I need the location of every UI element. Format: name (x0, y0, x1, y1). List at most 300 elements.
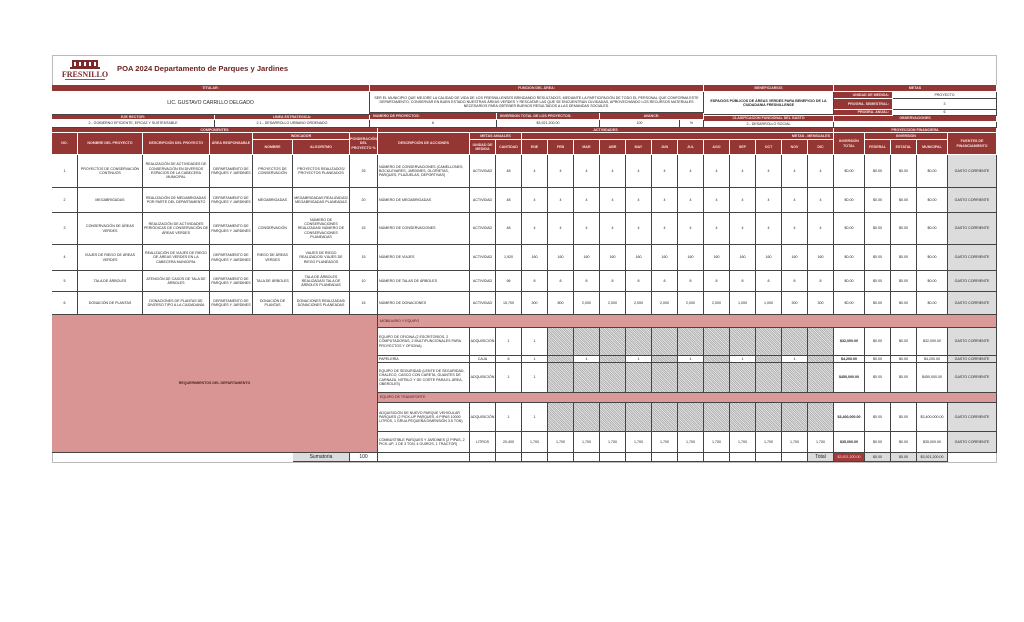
requerimiento-fuente: GASTO CORRIENTE (948, 403, 997, 432)
requerimiento-inversion: $3,400,000.00 (834, 403, 865, 432)
project-ind-nombre: DONACIÓN DE PLANTAS (253, 292, 293, 315)
project-month-value: 4 (782, 188, 808, 213)
requerimiento-inversion: $450,000.00 (834, 363, 865, 393)
project-algoritmo: TALA DE ÁRBOLES REALIZADAS/ TALA DE ÁRBOLES PLANEADAS (293, 271, 350, 292)
project-unidad: ACTIVIDAD (470, 292, 496, 315)
requerimiento-month-value: 1,700 (730, 432, 756, 453)
requerimiento-month-empty (782, 363, 808, 393)
requerimiento-descripcion: EQUIPO DE SEGURIDAD (LENTE DE SEGURIDAD, CHALECO, CASCO CON CARETA, GUANTES DE CARNAZA, NITRILO Y DE CORTE PARA EL ÁREA, OBEROLES) (378, 363, 470, 393)
project-month-value: 160 (548, 245, 574, 271)
requerimiento-unidad: ADQUISICIÓN (470, 328, 496, 356)
requerimiento-month-empty (652, 356, 678, 363)
empty-cell (704, 453, 730, 462)
project-month-value: 800 (548, 292, 574, 315)
requerimiento-inversion: $35,000.00 (834, 432, 865, 453)
unidad-medida-value: PROYECTO (893, 92, 997, 99)
empty-cell (756, 453, 782, 462)
empty-cell (522, 453, 548, 462)
project-month-value: 4 (782, 155, 808, 188)
project-ind-nombre: RIEGO DE ÁREAS VERDES (253, 245, 293, 271)
project-area: DEPARTAMENTO DE PARQUES Y JARDINES (210, 245, 253, 271)
titular-value: LIC. GUSTAVO CARRILLO DELGADO (52, 92, 370, 115)
project-nombre: CONSERVACIÓN DE ÁREAS VERDES (78, 213, 143, 245)
requerimiento-municipal: $3,400,000.00 (917, 403, 948, 432)
project-month-value: 2,000 (704, 292, 730, 315)
project-month-value: 4 (600, 213, 626, 245)
project-fuente: GASTO CORRIENTE (948, 271, 997, 292)
requerimiento-month-empty (548, 363, 574, 393)
project-unidad: ACTIVIDAD (470, 188, 496, 213)
project-municipal: $0.00 (917, 245, 948, 271)
linea-estrategica-value: 2.1.- DESARROLLO URBANO ORDENADO (215, 120, 370, 128)
col-month: SEP (730, 140, 756, 155)
project-month-value: 160 (574, 245, 600, 271)
project-month-value: 1,000 (730, 292, 756, 315)
empty-cell (678, 453, 704, 462)
project-algoritmo: PROYECTOS REALIZADOS/ PROYECTOS PLANEADOS (293, 155, 350, 188)
beneficiarios-value: ESPACIOS PÚBLICOS DE ÁREAS VERDES PARA BENEFICIO DE LA CIUDADANIA FRESNILLENSE (704, 92, 834, 115)
requerimiento-fuente: GASTO CORRIENTE (948, 363, 997, 393)
requerimiento-month-value: 1 (730, 356, 756, 363)
project-fuente: GASTO CORRIENTE (948, 292, 997, 315)
requerimiento-month-value: 1 (522, 356, 548, 363)
project-no: 1 (52, 155, 78, 188)
project-month-value: 8 (626, 271, 652, 292)
project-month-value: 4 (652, 155, 678, 188)
col-ind-nombre: NOMBRE (253, 140, 293, 155)
project-month-value: 4 (574, 155, 600, 188)
project-ind-nombre: TALA DE ÁRBOLES (253, 271, 293, 292)
requerimiento-month-value: 1,700 (808, 432, 834, 453)
project-unidad: ACTIVIDAD (470, 245, 496, 271)
project-estatal: $0.00 (891, 188, 917, 213)
componentes-header: COMPONENTES (52, 128, 378, 133)
requerimiento-month-empty (652, 363, 678, 393)
clasificacion-header: CLASIFICACION FUNCIONAL DEL GASTO (704, 116, 834, 122)
requerimiento-unidad: ADQUISICIÓN (470, 403, 496, 432)
project-estatal: $0.00 (891, 155, 917, 188)
project-area: DEPARTAMENTO DE PARQUES Y JARDINES (210, 155, 253, 188)
requerimiento-month-empty (678, 328, 704, 356)
requerimiento-month-empty (548, 356, 574, 363)
requerimiento-month-value: 1 (522, 328, 548, 356)
project-no: 5 (52, 271, 78, 292)
project-month-value: 4 (808, 188, 834, 213)
project-accion: NÚMERO DE DONACIONES (378, 292, 470, 315)
project-inversion: $0.00 (834, 245, 865, 271)
project-month-value: 160 (678, 245, 704, 271)
empty-cell (470, 453, 496, 462)
project-ponderacion: 25 (350, 155, 378, 188)
beneficiarios-header: BENEFICIARIOS (704, 85, 834, 92)
eje-rector-header: EJE RECTOR: (52, 115, 215, 120)
requerimiento-month-value: 1 (678, 356, 704, 363)
col-cantidad: CANTIDAD (496, 140, 522, 155)
requerimiento-month-empty (808, 328, 834, 356)
requerimiento-month-empty (704, 328, 730, 356)
project-month-value: 8 (522, 271, 548, 292)
project-month-value: 160 (626, 245, 652, 271)
project-descripcion: DONACIONES DE PLANTAS DE DIVERSO TIPO A LA CIUDADANÍA (143, 292, 210, 315)
col-month: JUL (678, 140, 704, 155)
requerimiento-month-empty (782, 328, 808, 356)
requerimiento-estatal: $0.00 (891, 328, 917, 356)
project-month-value: 4 (704, 155, 730, 188)
requerimiento-fuente: GASTO CORRIENTE (948, 432, 997, 453)
total-federal: $0.00 (865, 453, 891, 462)
avance-unit: % (680, 120, 704, 128)
requerimiento-month-empty (600, 328, 626, 356)
requerimiento-descripcion: PAPELERÍA (378, 356, 470, 363)
col-month: AGO (704, 140, 730, 155)
project-month-value: 4 (678, 213, 704, 245)
requerimiento-month-empty (548, 403, 574, 432)
project-ponderacion: 15 (350, 213, 378, 245)
progra-semestral-value: 3 (893, 99, 997, 110)
project-month-value: 8 (782, 271, 808, 292)
project-month-value: 160 (756, 245, 782, 271)
col-inversion-total: INVERSIÓN TOTAL (834, 133, 865, 155)
avance-header: AVANCE: (600, 113, 704, 120)
requerimiento-descripcion: EQUIPO DE OFICINA (2 ESCRITORIOS, 2 COMPUTADORAS, 2 MULTIFUNCIONALES PARA PROYECTOS Y OFICINA) (378, 328, 470, 356)
project-month-value: 1,000 (756, 292, 782, 315)
col-municipal: MUNICIPAL (917, 140, 948, 155)
project-month-value: 4 (730, 213, 756, 245)
project-inversion: $0.00 (834, 213, 865, 245)
project-descripcion: REALIZACIÓN DE ACTIVIDADES PERIÓDICAS DE CONSERVACIÓN DE ÁREAS VERDES (143, 213, 210, 245)
requerimiento-month-value: 1,700 (652, 432, 678, 453)
col-metas-mensuales: METAS - MENSUALES (522, 133, 834, 140)
avance-value: 100 (600, 120, 680, 128)
project-accion: NÚMERO DE CONSERVACIONES (CAMELLONES, BOCULEVARES, JARDINES, GLORIETAS, PARQUES, PLAZUELAS, DEPORTIVAS) (378, 155, 470, 188)
requerimiento-fuente: GASTO CORRIENTE (948, 328, 997, 356)
project-month-value: 2,000 (678, 292, 704, 315)
project-nombre: TALA DE ÁRBOLES (78, 271, 143, 292)
project-month-value: 160 (730, 245, 756, 271)
project-descripcion: REALIZACIÓN DE ACTIVIDADES DE CONSERVACIÓN EN DIVERSOS ESPACIOS DE LA CABECERA MUNICIPAL (143, 155, 210, 188)
col-ponderacion: PONDERACIÓN DEL PROYECTO % (350, 133, 378, 155)
project-month-value: 2,000 (574, 292, 600, 315)
project-inversion: $0.00 (834, 155, 865, 188)
requerimiento-month-empty (652, 403, 678, 432)
project-month-value: 8 (574, 271, 600, 292)
sumatoria-label: Sumatoria (293, 453, 350, 462)
project-federal: $0.00 (865, 155, 891, 188)
col-unidad: UNIDAD DE MEDIDA (470, 140, 496, 155)
project-month-value: 8 (730, 271, 756, 292)
project-month-value: 4 (600, 155, 626, 188)
requerimiento-unidad: CAJA (470, 356, 496, 363)
project-inversion: $0.00 (834, 271, 865, 292)
requerimiento-month-empty (808, 403, 834, 432)
project-descripcion: REALIZACIÓN DE MEGABRIGADAS POR PARTE DEL DEPARTAMENTO (143, 188, 210, 213)
requerimiento-cantidad: 6 (496, 356, 522, 363)
project-month-value: 2,000 (600, 292, 626, 315)
inversion-value: $3,921,200.00 (497, 120, 600, 128)
project-ponderacion: 15 (350, 292, 378, 315)
empty-cell (496, 453, 522, 462)
requerimiento-month-empty (756, 328, 782, 356)
requerimiento-descripcion: COMBUSTIBLE PARQUES Y JARDINES (2 PIPAS, 2 PICK-UP, 1 DE 3 TON, 4 GUIROS, 1 TRACTOR) (378, 432, 470, 453)
project-federal: $0.00 (865, 213, 891, 245)
project-month-value: 4 (522, 155, 548, 188)
requerimiento-estatal: $0.00 (891, 432, 917, 453)
project-month-value: 4 (756, 155, 782, 188)
project-area: DEPARTAMENTO DE PARQUES Y JARDINES (210, 271, 253, 292)
requerimiento-municipal: $450,000.00 (917, 363, 948, 393)
requerimiento-municipal: $35,000.00 (917, 432, 948, 453)
project-ind-nombre: CONSERVACIÓN (253, 213, 293, 245)
requerimiento-month-empty (626, 363, 652, 393)
empty-cell (600, 453, 626, 462)
requerimiento-month-empty (652, 328, 678, 356)
total-estatal: $0.00 (891, 453, 917, 462)
project-ind-nombre: MEGABRIGADAS (253, 188, 293, 213)
project-month-value: 2,000 (652, 292, 678, 315)
project-cantidad: 48 (496, 188, 522, 213)
requerimiento-inversion: $32,000.00 (834, 328, 865, 356)
col-fuentes: FUENTES DE FINANCIAMIENTO (948, 133, 997, 155)
progra-anual-label: PROGRA. ANUAL: (834, 110, 893, 116)
project-month-value: 8 (652, 271, 678, 292)
project-month-value: 4 (626, 213, 652, 245)
project-municipal: $0.00 (917, 292, 948, 315)
clasificacion-value: 2.- DESARROLLO SOCIAL (704, 122, 834, 128)
empty-cell (378, 453, 470, 462)
project-month-value: 4 (704, 188, 730, 213)
requerimiento-unidad: ADQUISICIÓN (470, 363, 496, 393)
proyeccion-header: PROYECCIÓN FINANCIERA (834, 128, 997, 133)
requerimiento-section-header: EQUIPO DE TRANSPORTE (378, 393, 997, 403)
project-month-value: 4 (730, 155, 756, 188)
requerimiento-month-value: 1,700 (782, 432, 808, 453)
requerimiento-month-empty (574, 403, 600, 432)
inversion-header: INVERSION TOTAL DE LOS PROYECTOS: (497, 113, 600, 120)
project-month-value: 300 (808, 292, 834, 315)
col-month: DIC (808, 140, 834, 155)
empty-cell (782, 453, 808, 462)
requerimiento-month-empty (574, 328, 600, 356)
project-month-value: 300 (782, 292, 808, 315)
col-metas-anuales: METAS ANUALES (470, 133, 522, 140)
col-algoritmo: ALGORITMO (293, 140, 350, 155)
unidad-medida-label: UNIDAD DE MEDIDA: (834, 92, 893, 99)
sumatoria-value: 100 (350, 453, 378, 462)
project-ind-nombre: PROYECTOS DE CONSERVACIÓN (253, 155, 293, 188)
project-month-value: 8 (548, 271, 574, 292)
project-accion: NÚMERO DE MEGABRIGADAS (378, 188, 470, 213)
requerimiento-month-empty (756, 363, 782, 393)
project-fuente: GASTO CORRIENTE (948, 188, 997, 213)
project-ponderacion: 20 (350, 188, 378, 213)
project-month-value: 8 (808, 271, 834, 292)
requerimiento-estatal: $0.00 (891, 356, 917, 363)
project-ponderacion: 15 (350, 245, 378, 271)
progra-anual-value: 6 (893, 110, 997, 116)
project-federal: $0.00 (865, 245, 891, 271)
project-estatal: $0.00 (891, 213, 917, 245)
project-month-value: 160 (652, 245, 678, 271)
requerimiento-municipal: $32,000.00 (917, 328, 948, 356)
project-month-value: 300 (522, 292, 548, 315)
project-no: 2 (52, 188, 78, 213)
project-month-value: 4 (782, 213, 808, 245)
project-federal: $0.00 (865, 188, 891, 213)
funcion-header: FUNCION DEL ÁREA: (370, 85, 704, 92)
requerimiento-month-empty (678, 363, 704, 393)
project-month-value: 4 (548, 188, 574, 213)
requerimiento-month-value: 1,700 (548, 432, 574, 453)
requerimiento-municipal: $4,200.00 (917, 356, 948, 363)
project-month-value: 4 (548, 155, 574, 188)
project-cantidad: 48 (496, 155, 522, 188)
requerimiento-month-value: 1,700 (756, 432, 782, 453)
requerimientos-label: REQUERIMIENTOS DEL DEPARTAMENTO (52, 315, 378, 453)
requerimiento-month-value: 1,700 (626, 432, 652, 453)
requerimiento-estatal: $0.00 (891, 403, 917, 432)
project-month-value: 160 (522, 245, 548, 271)
col-acciones: DESCRIPCIÓN DE ACCIONES (378, 133, 470, 155)
total-inversion: $3,921,200.00 (834, 453, 865, 462)
requerimiento-month-empty (678, 403, 704, 432)
requerimiento-month-empty (808, 363, 834, 393)
project-cantidad: 48 (496, 213, 522, 245)
requerimiento-month-empty (704, 356, 730, 363)
requerimiento-federal: $0.00 (865, 363, 891, 393)
empty-cell (730, 453, 756, 462)
requerimiento-month-value: 1 (522, 403, 548, 432)
total-municipal: $3,921,200.00 (917, 453, 948, 462)
col-no: NO. (52, 133, 78, 155)
requerimiento-federal: $0.00 (865, 356, 891, 363)
project-federal: $0.00 (865, 271, 891, 292)
requerimiento-month-empty (600, 356, 626, 363)
project-month-value: 160 (782, 245, 808, 271)
requerimiento-month-value: 1 (522, 363, 548, 393)
requerimiento-month-empty (756, 356, 782, 363)
project-month-value: 160 (704, 245, 730, 271)
project-month-value: 4 (522, 213, 548, 245)
project-nombre: DONACIÓN DE PLANTAS (78, 292, 143, 315)
requerimiento-cantidad: 20,400 (496, 432, 522, 453)
eje-rector-value: 2.- GOBIERNO EFICIENTE, EFICAZ Y SUSTENTABLE (52, 120, 215, 128)
col-federal: FEDERAL (865, 140, 891, 155)
project-month-value: 4 (808, 213, 834, 245)
project-nombre: MEGABRIGADAS (78, 188, 143, 213)
project-nombre: VIAJES DE RIEGO DE ÁREAS VERDES (78, 245, 143, 271)
observaciones-header: OBSERVACIONES (834, 116, 997, 122)
project-municipal: $0.00 (917, 155, 948, 188)
project-month-value: 8 (704, 271, 730, 292)
project-algoritmo: DONACIONES REALIZADAS/ DONACIONES PLANEADAS (293, 292, 350, 315)
requerimiento-month-empty (782, 403, 808, 432)
project-no: 3 (52, 213, 78, 245)
requerimiento-section-header: MOBILIARIO Y EQUIPO (378, 315, 997, 328)
metas-header: METAS (834, 85, 997, 92)
project-area: DEPARTAMENTO DE PARQUES Y JARDINES (210, 292, 253, 315)
project-descripcion: ATENCIÓN DE CASOS DE TALA DE ÁRBOLES (143, 271, 210, 292)
col-month: ENE (522, 140, 548, 155)
requerimiento-month-empty (730, 328, 756, 356)
titular-header: TITULAR: (52, 85, 370, 92)
project-cantidad: 1,920 (496, 245, 522, 271)
page-title: POA 2024 Departamento de Parques y Jardines (117, 64, 289, 73)
project-algoritmo: MEGABRIGADAS REALIZADAS/ MEGABRIGADAS PLANEADAS (293, 188, 350, 213)
project-cantidad: 15,700 (496, 292, 522, 315)
requerimiento-federal: $0.00 (865, 328, 891, 356)
requerimiento-descripcion: ADQUISICIÓN DE NUEVO PARQUE VEHICULAR PARQUES (2 PICK-UP PARQUES, 6 PIPAS 10000 LITROS, 1 GRUA PEQUEÑA DIMENSIÓN 3.5 TON) (378, 403, 470, 432)
col-month: MAR (574, 140, 600, 155)
col-indicador: INDICADOR (253, 133, 350, 140)
project-area: DEPARTAMENTO DE PARQUES Y JARDINES (210, 213, 253, 245)
project-month-value: 4 (626, 188, 652, 213)
project-month-value: 4 (548, 213, 574, 245)
project-area: DEPARTAMENTO DE PARQUES Y JARDINES (210, 188, 253, 213)
requerimiento-month-value: 1,700 (600, 432, 626, 453)
col-month: FEB (548, 140, 574, 155)
project-municipal: $0.00 (917, 188, 948, 213)
col-descripcion: DESCRIPCIÓN DEL PROYECTO (143, 133, 210, 155)
project-ponderacion: 10 (350, 271, 378, 292)
project-estatal: $0.00 (891, 245, 917, 271)
empty-cell (626, 453, 652, 462)
col-month: MAY (626, 140, 652, 155)
project-nombre: PROYECTOS DE CONSERVACIÓN CONTINUOS (78, 155, 143, 188)
progra-semestral-label: PROGRA. SEMESTRAL: (834, 99, 893, 110)
requerimiento-month-empty (730, 363, 756, 393)
requerimiento-federal: $0.00 (865, 403, 891, 432)
project-descripcion: REALIZACIÓN DE VIAJES DE RIEGO DE ÁREAS VERDES EN LA CABECERA MUNICIPAL (143, 245, 210, 271)
requerimiento-month-empty (704, 403, 730, 432)
requerimiento-month-empty (548, 328, 574, 356)
requerimiento-federal: $0.00 (865, 432, 891, 453)
project-month-value: 4 (522, 188, 548, 213)
project-unidad: ACTIVIDAD (470, 271, 496, 292)
project-inversion: $0.00 (834, 188, 865, 213)
fresnillo-logo (60, 58, 110, 82)
project-unidad: ACTIVIDAD (470, 155, 496, 188)
project-month-value: 4 (678, 188, 704, 213)
project-fuente: GASTO CORRIENTE (948, 245, 997, 271)
project-month-value: 4 (626, 155, 652, 188)
requerimiento-month-value: 1 (782, 356, 808, 363)
col-estatal: ESTATAL (891, 140, 917, 155)
project-algoritmo: NÚMERO DE CONSERVACIONES REALIZADAS/ NÚMERO DE CONSERVACIONES PLANEADAS (293, 213, 350, 245)
requerimiento-month-empty (600, 363, 626, 393)
project-inversion: $0.00 (834, 292, 865, 315)
funcion-value: SER EL MUNICIPIO QUE MEJORE LA CALIDAD DE VIDA DE LOS FRESNILLENSES BRINDANDO RESULTADOS, MEDIANTE LA PARTICIPACIÓN DE TODO EL PERSONAL QUE CONFORMA ESTE DEPARTAMENTO, CONSERVAR EN BUEN ESTADO NUESTRAS ÁREAS VERDES Y RESCATAR LAS QUE SE ENCUENTRAN OLVIDADAS, APROVECHANDO LOS RECURSOS MATERIALES NECESARIOS PARA OBTENER BUENOS RESULTADOS A LAS DEMANDAS SOCIALES. (370, 92, 704, 113)
project-estatal: $0.00 (891, 271, 917, 292)
requerimiento-month-empty (756, 403, 782, 432)
project-unidad: ACTIVIDAD (470, 213, 496, 245)
requerimiento-month-value: 1,700 (522, 432, 548, 453)
project-fuente: GASTO CORRIENTE (948, 213, 997, 245)
project-month-value: 4 (652, 213, 678, 245)
requerimiento-month-empty (600, 403, 626, 432)
project-month-value: 4 (730, 188, 756, 213)
col-area: ÁREA RESPONSABLE (210, 133, 253, 155)
requerimiento-month-empty (574, 363, 600, 393)
project-municipal: $0.00 (917, 213, 948, 245)
col-month: NOV (782, 140, 808, 155)
project-accion: NÚMERO DE VIAJES (378, 245, 470, 271)
empty-cell (548, 453, 574, 462)
project-estatal: $0.00 (891, 292, 917, 315)
requerimiento-cantidad: 1 (496, 403, 522, 432)
project-no: 6 (52, 292, 78, 315)
requerimiento-month-empty (626, 328, 652, 356)
requerimiento-month-value: 1 (626, 356, 652, 363)
